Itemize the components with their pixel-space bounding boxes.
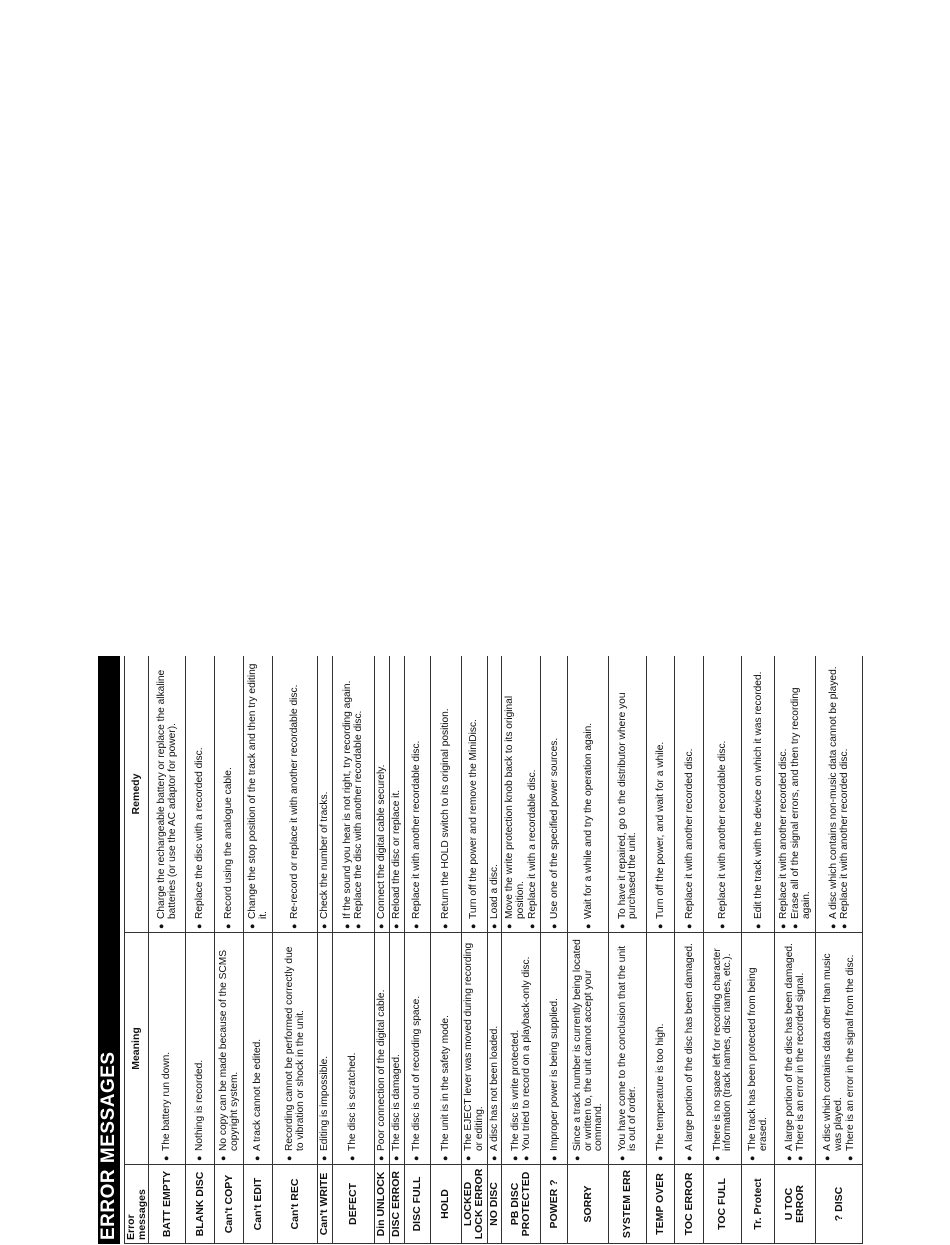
remedy-cell xyxy=(215,656,244,933)
remedy-cell xyxy=(502,656,541,933)
meaning-bullet-item: ● There is an error in the recorded signal. xyxy=(795,936,807,1161)
remedy-bullet-item: ● Replace the disc with another recordable disc. xyxy=(353,659,365,929)
meaning-cell xyxy=(149,933,186,1165)
meaning-bullet-item: ● A large portion of the disc has been damaged. xyxy=(684,936,696,1161)
remedy-cell xyxy=(609,656,647,933)
error-messages-table xyxy=(124,656,863,1244)
error-message-text: TEMP OVER xyxy=(654,1173,667,1235)
error-message-text: DISC FULL xyxy=(410,1176,423,1232)
meaning-cell xyxy=(244,933,273,1165)
remedy-bullet-item: ● Replace the disc with a recorded disc. xyxy=(194,659,206,929)
remedy-cell xyxy=(647,656,675,933)
error-message-text: DISC ERROR xyxy=(390,1171,403,1237)
error-message-text: SORRY xyxy=(581,1185,594,1223)
error-message-cell xyxy=(816,1165,863,1244)
remedy-cell xyxy=(675,656,704,933)
remedy-cell xyxy=(186,656,215,933)
table-row xyxy=(149,656,186,1244)
table-row xyxy=(704,656,742,1244)
meaning-bullet-item: ● There is an error in the signal from the disc. xyxy=(845,936,857,1161)
meaning-cell xyxy=(186,933,215,1165)
error-message-text: HOLD xyxy=(439,1189,452,1219)
header-meaning: Meaning xyxy=(125,933,149,1165)
meaning-cell xyxy=(609,933,647,1165)
meaning-bullet-item: ● Poor connection of the digital cable. xyxy=(376,936,388,1161)
error-message-cell xyxy=(389,1165,404,1244)
error-message-text: BATT EMPTY xyxy=(160,1170,173,1238)
remedy-bullet-item: ● Reload the disc or replace it. xyxy=(391,659,403,929)
table-row xyxy=(541,656,568,1244)
error-message-text: LOCK ERROR xyxy=(473,1168,486,1240)
error-message-text: Can't WRITE xyxy=(318,1172,331,1236)
meaning-bullet-item: ● You have come to the conclusion that the unit is out of order. xyxy=(617,936,639,1161)
meaning-bullet-item: ● A disc has not been loaded. xyxy=(489,936,501,1161)
rotated-document xyxy=(98,656,874,1245)
error-messages-page xyxy=(98,656,874,1244)
error-message-cell xyxy=(273,1165,318,1244)
remedy-bullet-item: ● Replace it with another recordable disc. xyxy=(411,659,423,929)
remedy-cell xyxy=(318,656,333,933)
table-row xyxy=(568,656,609,1244)
error-message-cell xyxy=(404,1165,430,1244)
table-row xyxy=(742,656,775,1244)
meaning-bullet-item: ● The disc is out of recording space. xyxy=(411,936,423,1161)
table-header-row xyxy=(125,656,149,1244)
table-row xyxy=(273,656,318,1244)
table-row xyxy=(404,656,430,1244)
remedy-cell xyxy=(541,656,568,933)
table-row xyxy=(609,656,647,1244)
table-row xyxy=(332,656,374,1244)
remedy-bullet-item: ● Replace it with another recorded disc. xyxy=(684,659,696,929)
header-remedy: Remedy xyxy=(125,656,149,933)
meaning-cell xyxy=(404,933,430,1165)
error-message-text: PROTECTED xyxy=(520,1171,533,1237)
remedy-cell xyxy=(487,656,502,933)
meaning-bullet-item: ● Recording cannot be performed correctly due to vibration or shock in the unit. xyxy=(284,936,306,1161)
table-row xyxy=(389,656,404,1244)
table-row xyxy=(502,656,541,1244)
meaning-bullet-item: ● The track has been protected from being erased. xyxy=(747,936,769,1161)
meaning-cell xyxy=(816,933,863,1165)
table-row xyxy=(244,656,273,1244)
meaning-cell xyxy=(430,933,461,1165)
remedy-bullet-item: ● Edit the track with the device on which it was recorded. xyxy=(753,659,765,929)
error-message-text: NO DISC xyxy=(488,1182,501,1226)
meaning-cell xyxy=(675,933,704,1165)
remedy-bullet-item: ● Charge the rechargeable battery or replace the alkaline batteries (or use the AC adaptor for power). xyxy=(156,659,178,929)
error-message-text: SYSTEM ERR xyxy=(621,1169,634,1239)
meaning-bullet-item: ● Since a track number is currently being located or written to, the unit cannot accept your command. xyxy=(572,936,605,1161)
table-row xyxy=(374,656,389,1244)
meaning-cell xyxy=(568,933,609,1165)
error-message-cell xyxy=(609,1165,647,1244)
error-message-cell xyxy=(647,1165,675,1244)
meaning-bullet-item: ● The disc is scratched. xyxy=(347,936,359,1161)
remedy-bullet-item: ● Use one of the specified power sources. xyxy=(549,659,561,929)
remedy-cell xyxy=(742,656,775,933)
meaning-cell xyxy=(704,933,742,1165)
error-message-text: POWER ? xyxy=(547,1179,560,1229)
meaning-bullet-item: ● A disc which contains data other than music was played. xyxy=(822,936,844,1161)
remedy-bullet-item: ● Turn off the power, and wait for a while. xyxy=(655,659,667,929)
meaning-cell xyxy=(461,933,487,1165)
meaning-cell xyxy=(541,933,568,1165)
remedy-cell xyxy=(430,656,461,933)
remedy-cell xyxy=(273,656,318,933)
meaning-cell xyxy=(647,933,675,1165)
error-message-cell xyxy=(541,1165,568,1244)
table-row xyxy=(675,656,704,1244)
remedy-bullet-item: ● Turn off the power and remove the MiniDisc. xyxy=(468,659,480,929)
error-message-cell xyxy=(244,1165,273,1244)
error-message-cell xyxy=(704,1165,742,1244)
meaning-cell xyxy=(487,933,502,1165)
table-row xyxy=(647,656,675,1244)
remedy-bullet-item: ● Move the write protection knob back to its original position. xyxy=(504,659,526,929)
error-message-cell xyxy=(742,1165,775,1244)
table-row xyxy=(318,656,333,1244)
table-row xyxy=(430,656,461,1244)
remedy-cell xyxy=(816,656,863,933)
remedy-cell xyxy=(704,656,742,933)
meaning-cell xyxy=(742,933,775,1165)
error-message-cell xyxy=(775,1165,816,1244)
meaning-bullet-item: ● The disc is damaged. xyxy=(391,936,403,1161)
error-message-cell xyxy=(186,1165,215,1244)
remedy-bullet-item: ● Record using the analogue cable. xyxy=(223,659,235,929)
remedy-cell xyxy=(461,656,487,933)
meaning-bullet-item: ● The unit is in the safety mode. xyxy=(440,936,452,1161)
table-row xyxy=(461,656,487,1244)
error-message-text: ? DISC xyxy=(832,1186,845,1222)
table-row xyxy=(816,656,863,1244)
remedy-bullet-item: ● Connect the digital cable securely. xyxy=(376,659,388,929)
meaning-bullet-item: ● You tried to record on a playback-only disc. xyxy=(521,936,533,1161)
remedy-bullet-item: ● Re-record or replace it with another recordable disc. xyxy=(289,659,301,929)
remedy-bullet-item: ● If the sound you hear is not right, try recording again. xyxy=(342,659,354,929)
meaning-cell xyxy=(215,933,244,1165)
header-error-messages: Error messages xyxy=(125,1165,149,1244)
remedy-bullet-item: ● Replace it with another recorded disc. xyxy=(839,659,851,929)
remedy-bullet-item: ● Change the stop position of the track and then try editing it. xyxy=(247,659,269,929)
title-bar xyxy=(98,656,120,1244)
error-message-text: Can't EDIT xyxy=(251,1177,264,1231)
meaning-cell xyxy=(318,933,333,1165)
error-message-cell xyxy=(461,1165,487,1244)
remedy-cell xyxy=(568,656,609,933)
error-message-text: Can't COPY xyxy=(222,1174,235,1234)
remedy-bullet-item: ● To have it repaired, go to the distributor where you purchased the unit. xyxy=(617,659,639,929)
remedy-bullet-item: ● A disc which contains non-music data cannot be played. xyxy=(828,659,840,929)
meaning-bullet-item: ● No copy can be made because of the SCMS copyright system. xyxy=(218,936,240,1161)
error-message-cell xyxy=(374,1165,389,1244)
table-row xyxy=(487,656,502,1244)
error-message-text: DEFECT xyxy=(346,1183,359,1225)
meaning-cell xyxy=(775,933,816,1165)
meaning-bullet-item: ● The disc is write protected. xyxy=(510,936,522,1161)
remedy-cell xyxy=(332,656,374,933)
page-title: ERROR MESSAGES xyxy=(98,1051,119,1240)
error-message-cell xyxy=(502,1165,541,1244)
error-message-text: Din UNLOCK xyxy=(375,1171,388,1237)
remedy-bullet-item: ● Replace it with another recordable disc. xyxy=(717,659,729,929)
error-message-cell xyxy=(215,1165,244,1244)
error-message-cell xyxy=(332,1165,374,1244)
meaning-bullet-item: ● The EJECT lever was moved during recording or editing. xyxy=(463,936,485,1161)
error-message-cell xyxy=(149,1165,186,1244)
meaning-bullet-item: ● A large portion of the disc has been damaged. xyxy=(784,936,796,1161)
meaning-cell xyxy=(502,933,541,1165)
error-message-cell xyxy=(568,1165,609,1244)
meaning-bullet-item: ● Editing is impossible. xyxy=(319,936,331,1161)
remedy-bullet-item: ● Load a disc. xyxy=(489,659,501,929)
error-message-cell xyxy=(487,1165,502,1244)
meaning-bullet-item: ● The temperature is too high. xyxy=(655,936,667,1161)
table-row xyxy=(186,656,215,1244)
remedy-bullet-item: ● Replace it with a recordable disc. xyxy=(527,659,539,929)
meaning-bullet-item: ● A track cannot be edited. xyxy=(252,936,264,1161)
meaning-bullet-item: ● Improper power is being supplied. xyxy=(549,936,561,1161)
remedy-cell xyxy=(775,656,816,933)
table-row xyxy=(775,656,816,1244)
remedy-bullet-item: ● Replace it with another recorded disc. xyxy=(778,659,790,929)
meaning-cell xyxy=(273,933,318,1165)
remedy-cell xyxy=(404,656,430,933)
error-message-text: PB DISC xyxy=(509,1182,522,1226)
meaning-cell xyxy=(389,933,404,1165)
table-row xyxy=(215,656,244,1244)
meaning-bullet-item: ● The battery run down. xyxy=(161,936,173,1161)
remedy-cell xyxy=(389,656,404,933)
remedy-bullet-item: ● Wait for a while and try the operation again. xyxy=(583,659,595,929)
error-message-text: U TOC ERROR xyxy=(783,1185,807,1223)
error-message-cell xyxy=(675,1165,704,1244)
error-message-text: TOC FULL xyxy=(716,1178,729,1230)
remedy-bullet-item: ● Return the HOLD switch to its original position. xyxy=(440,659,452,929)
meaning-bullet-item: ● Nothing is recorded. xyxy=(194,936,206,1161)
error-message-text: LOCKED xyxy=(462,1181,475,1227)
error-message-text: Can't REC xyxy=(288,1178,301,1230)
error-message-text: TOC ERROR xyxy=(682,1172,695,1236)
remedy-bullet-item: ● Check the number of tracks. xyxy=(319,659,331,929)
meaning-cell xyxy=(374,933,389,1165)
error-message-cell xyxy=(318,1165,333,1244)
remedy-cell xyxy=(244,656,273,933)
remedy-bullet-item: ● Erase all of the signal errors, and then try recording again. xyxy=(790,659,812,929)
remedy-cell xyxy=(149,656,186,933)
meaning-cell xyxy=(332,933,374,1165)
meaning-bullet-item: ● There is no space left for recording character information (track names, disc names, etc.). xyxy=(712,936,734,1161)
remedy-cell xyxy=(374,656,389,933)
error-message-cell xyxy=(430,1165,461,1244)
error-message-text: Tr. Protect xyxy=(751,1178,764,1230)
error-message-text: BLANK DISC xyxy=(193,1171,206,1237)
